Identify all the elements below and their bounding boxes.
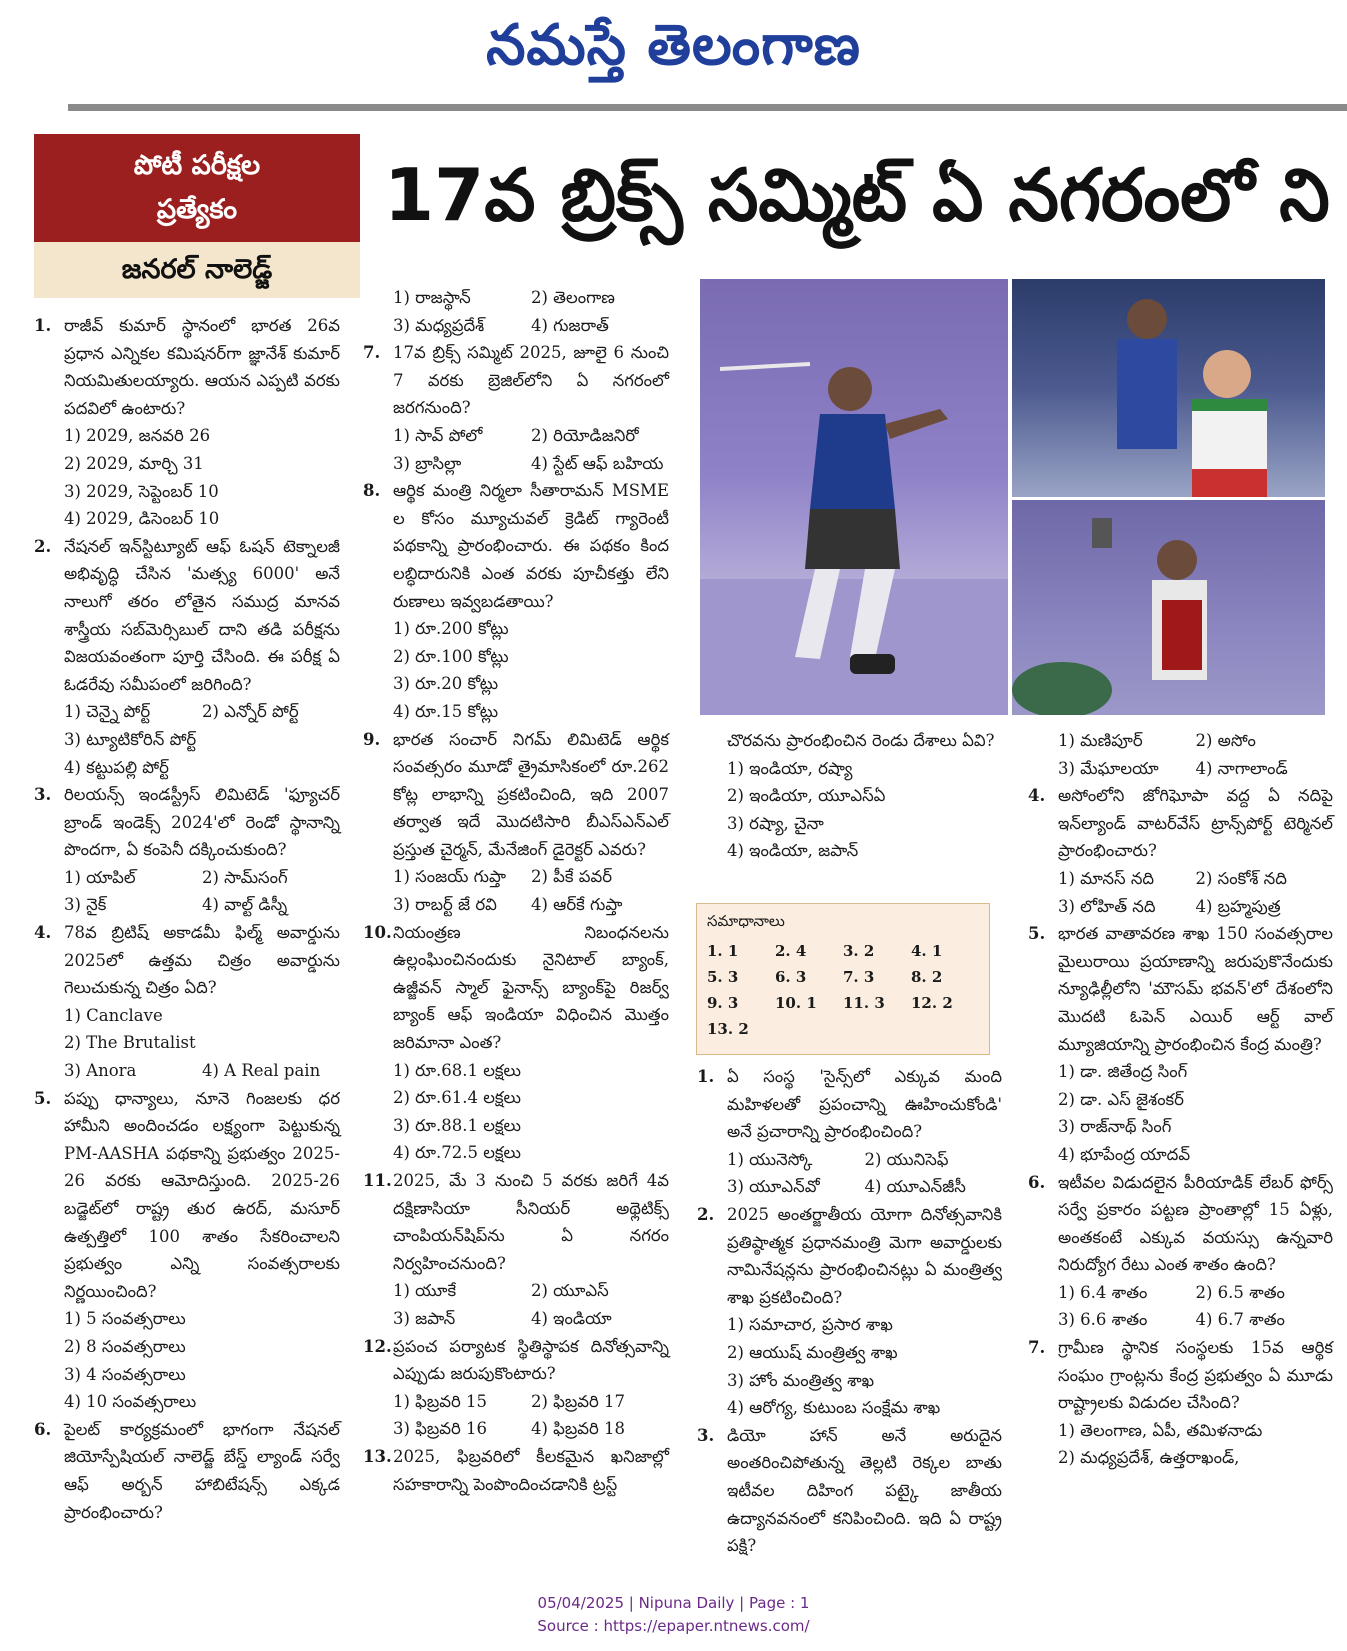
option: 4) కట్టుపల్లి పోర్ట్	[64, 757, 169, 777]
header-rule	[68, 104, 1347, 111]
question-text: ప్రపంచ పర్యాటక స్థితిస్థాపక దినోత్సవాన్ని ఎప్పుడు జరుపుకొంటారు?	[393, 1336, 669, 1384]
option: 3) 2029, సెప్టెంబర్ 10	[64, 481, 219, 501]
option-row	[363, 422, 669, 450]
option: 2) అసోం	[1195, 731, 1256, 750]
question-number: 4.	[34, 923, 52, 943]
question	[34, 781, 340, 864]
answer-key-grid	[697, 938, 989, 1042]
option-row	[697, 1146, 1002, 1174]
section-title-line1: పోటీ పరీక్షల	[133, 150, 261, 181]
question-number: 13.	[363, 1446, 392, 1466]
option-row	[1028, 727, 1333, 755]
question-number: 9.	[363, 729, 381, 749]
section-title	[34, 134, 360, 242]
answer-item: 2. 4	[775, 942, 807, 960]
answer-item: 10. 1	[775, 994, 817, 1012]
option: 1) రాజస్థాన్	[393, 288, 471, 307]
option-row	[1028, 893, 1333, 921]
answer-key-box	[696, 903, 990, 1055]
question-text: 2025, ఫిబ్రవరిలో కీలకమైన ఖనిజాల్లో సహకారాన్ని పెంపొందించడానికి ట్రస్ట్	[393, 1446, 669, 1494]
question-text: పైలట్ కార్యక్రమంలో భాగంగా నేషనల్ జియోస్పేషియల్ నాలెడ్జ్ బేస్డ్ ల్యాండ్ సర్వే ఆఫ్ అర్బన్ హాబిటేషన్స్ ఎక్కడ ప్రారంభించారు?	[64, 1419, 340, 1522]
question-text: ఇటీవల విడుదలైన పీరియాడిక్ లేబర్ ఫోర్స్ సర్వే ప్రకారం పట్టణ ప్రాంతాల్లో 15 ఏళ్లు, అంతకంటే ఎక్కువ వయస్సు ఉన్నవారి నిరుద్యోగ రేటు ఎంత శాతం ఉంది?	[1058, 1172, 1333, 1275]
question-number: 12.	[363, 1336, 392, 1356]
question	[1028, 782, 1333, 865]
question	[34, 1416, 340, 1526]
answer-item: 7. 3	[843, 968, 875, 986]
option: 4) ఆర్‌కే గుప్తా	[531, 895, 623, 915]
answer-item: 13. 2	[707, 1020, 749, 1038]
option: 3) రూ.20 కోట్లు	[393, 674, 499, 694]
question	[697, 1201, 1002, 1311]
question	[34, 533, 340, 699]
question-number: 3.	[34, 785, 52, 805]
option: 1) మణిపూర్	[1058, 731, 1143, 750]
option-row	[1028, 865, 1333, 893]
option: 2) తెలంగాణ	[531, 288, 615, 307]
option: 4) యూఎన్‌జీసీ	[864, 1177, 966, 1197]
option: 2) రూ.100 కోట్లు	[393, 646, 509, 666]
option: 4) A Real pain	[202, 1061, 321, 1081]
option: 2) మధ్యప్రదేశ్, ఉత్తరాఖండ్,	[1058, 1448, 1240, 1468]
option: 3) లోహిత్ నది	[1058, 896, 1156, 916]
option: 4) రూ.72.5 లక్షలు	[393, 1143, 521, 1163]
option: 3) ఫిబ్రవరి 16	[393, 1419, 488, 1439]
question-text: 2025 అంతర్జాతీయ యోగా దినోత్సవానికి ప్రతిష్ఠాత్మక ప్రధానమంత్రి మెగా అవార్డులకు నామినేషన్లను ప్రారంభించినట్లు ఏ మంత్రిత్వ శాఖ ప్రకటించింది?	[727, 1204, 1002, 1307]
question-text: భారత వాతావరణ శాఖ 150 సంవత్సరాల మైలురాయి ప్రయాణాన్ని జరుపుకొనేందుకు న్యూఢిల్లీలోని 'మౌసమ్ భవన్'లో దేశంలోని మొదటి ఓపెన్ ఎయిర్ ఆర్ట్ వాల్ మ్యూజియాన్ని ప్రారంభించిన కేంద్ర మంత్రి?	[1058, 924, 1333, 1054]
option-row	[363, 891, 669, 919]
option: 2) 8 సంవత్సరాలు	[64, 1336, 186, 1356]
question-text: రాజీవ్ కుమార్ స్థానంలో భారత 26వ ప్రధాన ఎన్నికల కమిషనర్‌గా జ్ఞానేశ్ కుమార్ నియమితులయ్యారు. ఆయన ఎప్పటి వరకు పదవిలో ఉంటారు?	[64, 316, 340, 418]
question-text: భారత సంచార్ నిగమ్ లిమిటెడ్ ఆర్థిక సంవత్సరం మూడో త్రైమాసికంలో రూ.262 కోట్ల లాభాన్ని ప్రకటించింది, ఇది 2007 తర్వాత ఇదే మొదటిసారి బీఎస్ఎన్ఎల్ ప్రస్తుత చైర్మన్, మేనేజింగ్ డైరెక్టర్ ఎవరు?	[393, 729, 669, 859]
answer-key-title: సమాధానాలు	[707, 912, 785, 930]
option: 3) 6.6 శాతం	[1058, 1310, 1148, 1330]
question-number: 5.	[1028, 924, 1046, 944]
question	[363, 1333, 669, 1388]
option-row	[363, 1415, 669, 1443]
answer-item: 4. 1	[911, 942, 943, 960]
question	[363, 919, 669, 1057]
question-text: అసోంలోని జోగిఘోపా వద్ద ఏ నదిపై ఇన్‌ల్యాండ్ వాటర్‌వేస్ ట్రాన్స్‌పోర్ట్ టెర్మినల్ ప్రారంభించారు?	[1058, 786, 1333, 861]
question	[1028, 920, 1333, 1058]
option: 1) ఇండియా, రష్యా	[727, 758, 853, 778]
question-text: 17వ బ్రిక్స్ సమ్మిట్ 2025, జూలై 6 నుంచి 7 వరకు బ్రెజిల్‌లోని ఏ నగరంలో జరగనుంది?	[393, 343, 669, 418]
option: 3) మధ్యప్రదేశ్	[393, 315, 485, 335]
option-row	[34, 698, 340, 726]
question-number: 3.	[697, 1425, 715, 1445]
option-row	[1028, 1279, 1333, 1307]
question	[363, 477, 669, 615]
option: 1) మానస్ నది	[1058, 868, 1155, 888]
option-row	[363, 1305, 669, 1333]
option: 3) 4 సంవత్సరాలు	[64, 1364, 186, 1384]
option: 2) ఫిబ్రవరి 17	[531, 1391, 626, 1411]
question-text: 78వ బ్రిటిష్ అకాడమీ ఫిల్మ్ అవార్డును 2025లో ఉత్తమ చిత్రం అవార్డును గెలుచుకున్న చిత్రం ఏది?	[64, 923, 340, 998]
question-number: 11.	[363, 1171, 392, 1190]
question-number: 7.	[1028, 1338, 1046, 1358]
question	[697, 1063, 1002, 1146]
option: 2) ఎన్నోర్ పోర్ట్	[202, 702, 299, 722]
option: 1) 5 సంవత్సరాలు	[64, 1309, 186, 1329]
option: 2) యునిసెఫ్	[864, 1149, 949, 1169]
option-row	[697, 1173, 1002, 1201]
section-subtitle: జనరల్ నాలెడ్జ్	[34, 242, 360, 298]
option: 3) రష్యా, చైనా	[727, 813, 824, 833]
footer-source: Source : https://epaper.ntnews.com/	[537, 1617, 810, 1635]
question-number: 6.	[1028, 1172, 1046, 1192]
option: 2) ఇండియా, యూఎస్ఏ	[727, 786, 886, 806]
option-row	[34, 891, 340, 919]
option: 2) 2029, మార్చి 31	[64, 453, 204, 473]
option: 3) జపాన్	[393, 1308, 456, 1328]
option: 4) ఆరోగ్య, కుటుంబ సంక్షేమ శాఖ	[727, 1398, 941, 1418]
question-text: పప్పు ధాన్యాలు, నూనె గింజలకు ధర హామీని అందించడం లక్ష్యంగా పెట్టుకున్న PM-AASHA పథకాన్ని ప్రభుత్వం 2025-26 వరకు ఆమోదిస్తుంది. 2025-26 బడ్జెట్‌లో రాష్ట్ర తుర ఉరద్, మసూర్ ఉత్పత్తిలో 100 శాతం సేకరించాలని ప్రభుత్వం ఎన్ని సంవత్సరాలకు నిర్ణయించింది?	[64, 1088, 340, 1301]
option: 1) సావ్ పోలో	[393, 425, 483, 445]
answer-item: 1. 1	[707, 942, 739, 960]
option: 1) సంజయ్ గుప్తా	[393, 867, 506, 887]
option: 2) డా. ఎస్ జైశంకర్	[1058, 1089, 1184, 1109]
option: 3) రాబర్ట్ జే రవి	[393, 895, 497, 915]
option: 1) యూకే	[393, 1281, 457, 1301]
option: 3) హోం మంత్రిత్వ శాఖ	[727, 1370, 875, 1390]
answer-item: 12. 2	[911, 994, 953, 1012]
option: 1) సమాచార, ప్రసార శాఖ	[727, 1315, 893, 1335]
question-number	[697, 727, 727, 755]
option: 1) 2029, జనవరి 26	[64, 426, 211, 446]
question	[34, 1085, 340, 1306]
athlete-flag-photo	[1012, 500, 1325, 715]
option: 4) ఇండియా, జపాన్	[727, 841, 859, 861]
option: 4) రూ.15 కోట్లు	[393, 701, 499, 721]
option: 2) The Brutalist	[64, 1033, 196, 1053]
question-text: రిలయన్స్ ఇండస్ట్రీస్ లిమిటెడ్ 'ఫ్యూచర్ బ్రాండ్ ఇండెక్స్ 2024'లో రెండో స్థానాన్ని పొందగా, ఏ కంపెనీ దక్కించుకుంది?	[64, 785, 340, 860]
option: 3) రూ.88.1 లక్షలు	[393, 1115, 521, 1135]
option-row	[363, 450, 669, 478]
column-2	[363, 284, 669, 1498]
option: 4) భూపేంద్ర యాదవ్	[1058, 1144, 1191, 1164]
option: 4) నాగాలాండ్	[1195, 758, 1288, 778]
question-number: 8.	[363, 481, 381, 501]
option-row	[363, 1277, 669, 1305]
option: 1) చెన్నై పోర్ట్	[64, 702, 151, 722]
option-row	[1028, 1306, 1333, 1334]
option-row	[363, 312, 669, 340]
option: 1) యునెస్కో	[727, 1149, 813, 1169]
option: 4) 2029, డిసెంబర్ 10	[64, 509, 220, 529]
question-number: 6.	[34, 1419, 52, 1439]
option-row	[34, 1057, 340, 1085]
question	[1028, 1334, 1333, 1417]
option: 3) రాజ్‌నాథ్ సింగ్	[1058, 1117, 1172, 1137]
option: 1) యాపిల్	[64, 867, 136, 887]
option: 4) గుజరాత్	[531, 315, 609, 335]
option: 3) మేఘాలయా	[1058, 758, 1159, 778]
question-text: ఆర్థిక మంత్రి నిర్మలా సీతారామన్ MSME ల కోసం మ్యూచువల్ క్రెడిట్ గ్యారెంటీ పథకాన్ని ప్రారంభించారు. ఈ పథకం కింద లబ్ధిదారునికి ఎంత వరకు పూచీకత్తు లేని రుణాలు ఇవ్వబడతాయి?	[393, 481, 669, 611]
answer-item: 8. 2	[911, 968, 943, 986]
option-row	[1028, 755, 1333, 783]
question-text: నేషనల్ ఇన్‌స్టిట్యూట్ ఆఫ్ ఓషన్ టెక్నాలజీ అభివృద్ధి చేసిన 'మత్స్య 6000' అనే నాలుగో తరం లోతైన సముద్ర మానవ శాస్త్రీయ సబ్‌మెర్సిబుల్ దాని తడి పరీక్షను విజయవంతంగా పూర్తి చేసింది. ఈ పరీక్ష ఏ ఓడరేవు సమీపంలో జరిగింది?	[64, 536, 340, 694]
option-row	[363, 284, 669, 312]
option: 2) రియోడిజనిరో	[531, 425, 639, 445]
question-number: 2.	[34, 536, 52, 556]
celebrating-athlete-photo	[1012, 279, 1325, 497]
option: 4) వాల్ట్ డిస్నీ	[202, 895, 288, 915]
question	[1028, 1169, 1333, 1279]
question	[697, 1422, 1002, 1560]
footer-dateline: 05/04/2025 | Nipuna Daily | Page : 1	[537, 1594, 810, 1612]
option: 1) రూ.68.1 లక్షలు	[393, 1060, 521, 1080]
section-title-line2: ప్రత్యేకం	[156, 194, 238, 225]
question-text: చొరవను ప్రారంభించిన రెండు దేశాలు ఏవి?	[727, 731, 995, 750]
option: 2) సంకోశ్ నది	[1195, 868, 1287, 888]
column-4	[1028, 727, 1333, 1472]
option: 1) 6.4 శాతం	[1058, 1282, 1148, 1302]
option-row	[34, 864, 340, 892]
option: 4) 10 సంవత్సరాలు	[64, 1392, 197, 1412]
question	[34, 919, 340, 1002]
question-number: 1.	[34, 316, 52, 335]
javelin-athlete-photo	[700, 279, 1008, 715]
option: 3) Anora	[64, 1061, 137, 1081]
option: 2) రూ.61.4 లక్షలు	[393, 1088, 521, 1108]
question	[363, 1443, 669, 1498]
question-text: 2025, మే 3 నుంచి 5 వరకు జరిగే 4వ దక్షిణాసియా సీనియర్ అథ్లెటిక్స్ చాంపియన్‌షిప్‌ను ఏ నగరం నిర్వహించనుంది?	[393, 1171, 669, 1273]
question	[363, 726, 669, 864]
option: 4) 6.7 శాతం	[1195, 1310, 1285, 1330]
question-number: 5.	[34, 1088, 52, 1108]
question-number: 1.	[697, 1067, 715, 1086]
column-3-lower	[697, 1063, 1002, 1560]
question-number: 2.	[697, 1204, 715, 1224]
option: 1) Canclave	[64, 1005, 163, 1025]
option-row	[363, 1388, 669, 1416]
option: 2) సామ్‌సంగ్	[202, 867, 288, 887]
question-number: 7.	[363, 343, 381, 363]
answer-item: 6. 3	[775, 968, 807, 986]
option: 3) యూఎన్‌వో	[727, 1177, 820, 1197]
option: 3) ట్యూటికోరిన్ పోర్ట్	[64, 729, 197, 749]
question-text: గ్రామీణ స్థానిక సంస్థలకు 15వ ఆర్థిక సంఘం గ్రాంట్లను కేంద్ర ప్రభుత్వం ఏ మూడు రాష్ట్రాలకు విడుదల చేసింది?	[1058, 1338, 1333, 1413]
option: 3) బ్రాసిల్లా	[393, 453, 462, 473]
option: 2) 6.5 శాతం	[1195, 1282, 1285, 1302]
option: 4) బ్రహ్మపుత్ర	[1195, 896, 1281, 916]
column-1	[34, 312, 340, 1526]
column-3	[697, 727, 1002, 865]
option: 1) డా. జితేంద్ర సింగ్	[1058, 1062, 1188, 1082]
answer-item: 9. 3	[707, 994, 739, 1012]
option-row	[363, 863, 669, 891]
question	[697, 727, 1002, 755]
masthead-logo: నమస్తే తెలంగాణ	[486, 13, 861, 78]
answer-item: 11. 3	[843, 994, 885, 1012]
answer-item: 5. 3	[707, 968, 739, 986]
option: 4) ఫిబ్రవరి 18	[531, 1419, 626, 1439]
option: 1) రూ.200 కోట్లు	[393, 619, 509, 639]
option: 2) యూఎస్	[531, 1281, 609, 1301]
question-number: 10.	[363, 922, 392, 942]
option: 4) స్టేట్ ఆఫ్ బహియ	[531, 453, 664, 473]
question-number: 4.	[1028, 786, 1046, 806]
question	[363, 1167, 669, 1277]
question	[34, 312, 340, 422]
option: 2) ఆయుష్ మంత్రిత్వ శాఖ	[727, 1342, 898, 1362]
option: 1) ఫిబ్రవరి 15	[393, 1391, 488, 1411]
option: 4) ఇండియా	[531, 1308, 612, 1328]
question-text: నియంత్రణ నిబంధనలను ఉల్లంఘించినందుకు నైనిటాల్ బ్యాంక్, ఉజ్జీవన్ స్మాల్ ఫైనాన్స్ బ్యాంక్‌పై రిజర్వ్ బ్యాంక్ ఆఫ్ ఇండియా విధించిన మొత్తం జరిమానా ఎంత?	[393, 922, 669, 1053]
question-text: డియో హాన్ అనే అరుదైన అంతరించిపోతున్న తెల్లటి రెక్కల బాతు ఇటీవల దిహింగ పట్కై జాతీయ ఉద్యానవనంలో కనిపించింది. ఇది ఏ రాష్ట్ర పక్షి?	[727, 1425, 1002, 1556]
answer-item: 3. 2	[843, 942, 875, 960]
question	[363, 339, 669, 422]
question-text: ఏ సంస్థ 'సైన్స్‌లో ఎక్కువ మంది మహిళలతో ప్రపంచాన్ని ఊహించుకోండి' అనే ప్రచారాన్ని ప్రారంభించింది?	[727, 1067, 1002, 1142]
option: 1) తెలంగాణ, ఏపీ, తమిళనాడు	[1058, 1420, 1263, 1440]
option: 3) నైక్	[64, 895, 107, 915]
headline: 17వ బ్రిక్స్ సమ్మిట్ ఏ నగరంలో ని	[384, 153, 1330, 237]
option: 2) పీకే పవర్	[531, 867, 613, 887]
